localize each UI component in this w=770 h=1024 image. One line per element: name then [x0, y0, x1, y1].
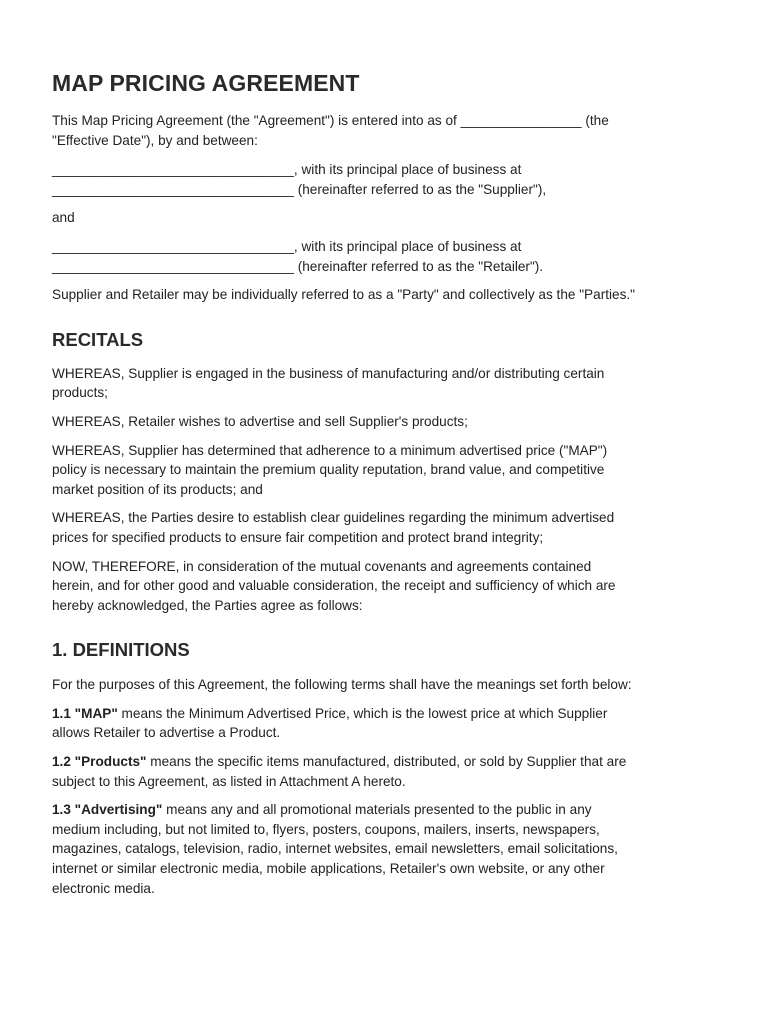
retailer-paragraph — [52, 237, 724, 276]
and-text: and — [52, 210, 75, 226]
recital-line: hereby acknowledged, the Parties agree as follows: — [52, 597, 363, 613]
intro-paragraph — [52, 111, 724, 150]
recital-paragraph — [52, 364, 724, 403]
supplier-paragraph — [52, 160, 724, 199]
recital-line: products; — [52, 385, 108, 401]
definition-text: means any and all promotional materials presented to the public in any — [162, 802, 592, 818]
supplier-line: ________________________________, with its principal place of business at — [52, 162, 522, 178]
recitals-heading: RECITALS — [52, 328, 144, 350]
definition-term: 1.1 "MAP" — [52, 705, 118, 721]
recital-line: NOW, THEREFORE, in consideration of the mutual covenants and agreements contained — [52, 558, 592, 574]
definition-line: subject to this Agreement, as listed in Attachment A hereto. — [52, 773, 406, 789]
definition-term: 1.3 "Advertising" — [52, 802, 163, 818]
definition-line: allows Retailer to advertise a Product. — [52, 725, 281, 741]
recital-paragraph — [52, 441, 724, 500]
parties-paragraph: Supplier and Retailer may be individually referred to as a "Party" and collectively as the "Parties." — [52, 287, 635, 303]
definitions-heading: 1. DEFINITIONS — [52, 639, 190, 661]
recital-paragraph — [52, 508, 724, 547]
definition-item — [52, 752, 724, 791]
document-title: MAP PRICING AGREEMENT — [52, 70, 360, 96]
recital-line: WHEREAS, Retailer wishes to advertise and sell Supplier's products; — [52, 413, 468, 429]
supplier-line: ________________________________ (hereinafter referred to as the "Supplier"), — [52, 181, 547, 197]
document-page — [52, 70, 724, 898]
recital-line: WHEREAS, Supplier is engaged in the business of manufacturing and/or distributing certain — [52, 365, 605, 381]
intro-line: This Map Pricing Agreement (the "Agreement") is entered into as of ________________ (the — [52, 113, 609, 128]
recital-line: market position of its products; and — [52, 481, 263, 497]
definition-line: internet or similar electronic media, mobile applications, Retailer's own website, or any other — [52, 861, 605, 877]
definitions-intro: For the purposes of this Agreement, the following terms shall have the meanings set forth below: — [52, 677, 632, 693]
definition-line: magazines, catalogs, television, radio, internet websites, email newsletters, email solicitations, — [52, 841, 618, 857]
retailer-line: ________________________________, with its principal place of business at — [52, 238, 522, 254]
recital-paragraph — [52, 557, 724, 616]
recital-line: herein, and for other good and valuable consideration, the receipt and sufficiency of which are — [52, 578, 616, 594]
definition-line: electronic media. — [52, 880, 155, 896]
definition-term: 1.2 "Products" — [52, 754, 147, 770]
recital-line: WHEREAS, the Parties desire to establish clear guidelines regarding the minimum advertised — [52, 510, 615, 526]
recital-line: policy is necessary to maintain the premium quality reputation, brand value, and competitive — [52, 462, 605, 478]
recital-line: prices for specified products to ensure fair competition and protect brand integrity; — [52, 529, 544, 545]
definition-line: medium including, but not limited to, flyers, posters, coupons, mailers, inserts, newspapers, — [52, 821, 600, 837]
definition-text: means the specific items manufactured, distributed, or sold by Supplier that are — [146, 754, 627, 770]
recital-line: WHEREAS, Supplier has determined that adherence to a minimum advertised price ("MAP") — [52, 442, 608, 458]
retailer-line: ________________________________ (hereinafter referred to as the "Retailer"). — [52, 258, 544, 274]
definition-item — [52, 704, 724, 743]
definition-item — [52, 800, 724, 898]
intro-line: "Effective Date"), by and between: — [52, 132, 258, 148]
definition-text: means the Minimum Advertised Price, which is the lowest price at which Supplier — [117, 705, 608, 721]
recital-paragraph — [52, 412, 724, 432]
